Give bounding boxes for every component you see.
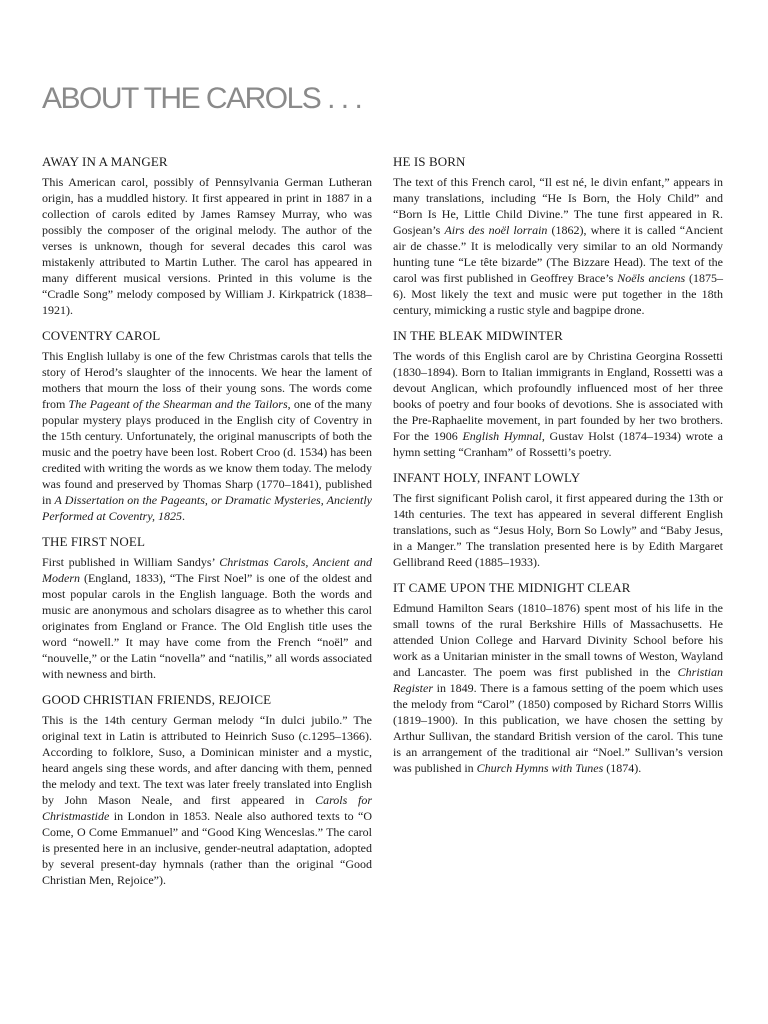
- italic-title: Church Hymns with Tunes: [476, 761, 604, 775]
- section-heading: GOOD CHRISTIAN FRIENDS, REJOICE: [42, 692, 272, 707]
- italic-title: Christmas Carols, Ancient and Modern: [42, 555, 373, 585]
- body-text: The text of this French carol, “Il est né, le divin enfant,” appears in many translations, including “He Is Born, the Holy Child” and “Born Is He, Little Child Divine.” The tune first appeared in R. Gosjean’s: [393, 175, 723, 237]
- right-column: [393, 154, 723, 786]
- section-body: [393, 600, 723, 776]
- body-text: , Gustav Holst (1874–1934) wrote a hymn setting “Cranham” of Rossetti’s poetry.: [393, 429, 723, 459]
- body-text: (1874).: [603, 761, 642, 775]
- italic-title: Christian Register: [393, 665, 723, 695]
- body-text: The words of this English carol are by Christina Georgina Rossetti (1830–1894). Born to Italian immigrants in England, Rossetti was a devout Anglican, which profoundly influenced most of her three books of poetry and four books of devotions. She is associated with the Pre-Raphaelite movement, in part founded by her two brothers. For the 1906: [393, 349, 723, 443]
- section-heading: HE IS BORN: [393, 154, 466, 169]
- italic-title: Carols for Christmastide: [42, 793, 372, 823]
- italic-title: Airs des noël lorrain: [444, 223, 548, 237]
- section-heading: INFANT HOLY, INFANT LOWLY: [393, 470, 581, 485]
- section-body: [42, 174, 372, 318]
- left-column: [42, 154, 372, 898]
- section-body: [42, 554, 372, 682]
- section-in-the-bleak-midwinter: [393, 328, 723, 460]
- italic-title: Noëls anciens: [617, 271, 686, 285]
- page-title: ABOUT THE CAROLS . . .: [42, 82, 362, 115]
- body-text: This is the 14th century German melody “In dulci jubilo.” The original text in Latin is attributed to Heinrich Suso (c.1295–1366). According to folklore, Suso, a Dominican minister and a mystic, heard angels sing these words, and after dancing with them, penned the melody and text. The text was later freely translated into English by John Mason Neale, and first appeared in: [42, 713, 372, 807]
- section-heading: COVENTRY CAROL: [42, 328, 161, 343]
- section-he-is-born: [393, 154, 723, 318]
- body-text: (1862), where it is called “Ancient air de chasse.” It is melodically very similar to an old Normandy hunting tune “Le tête bizarde” (The Bizzare Head). The text of the carol was first published in Geoffrey Brace’s: [393, 223, 724, 285]
- body-text: in London in 1853. Neale also authored texts to “O Come, O Come Emmanuel” and “Good King Wenceslas.” The carol is presented here in an inclusive, gender-neutral adaptation, adopted by several present-day hymnals (rather than the original “Good Christian Men, Rejoice”).: [42, 809, 372, 887]
- section-body: [42, 712, 372, 888]
- section-the-first-noel: [42, 534, 372, 682]
- body-text: in 1849. There is a famous setting of the poem which uses the melody from “Carol” (1850) composed by Richard Storrs Willis (1819–1900). In this publication, we have chosen the setting by Arthur Sullivan, the standard British version of the carol. This tune is an arrangement of the traditional air “Noel.” Sullivan’s version was published in: [393, 681, 723, 775]
- body-text: The first significant Polish carol, it first appeared during the 13th or 14th centuries. The text has appeared in several different English translations, such as “Jesus Holy, Born So Lowly” and “Baby Jesus, in a Manger.” The translation presented here is by Edith Margaret Gellibrand Reed (1885–1933).: [393, 491, 723, 569]
- body-text: Edmund Hamilton Sears (1810–1876) spent most of his life in the small towns of the rural Berkshire Hills of Massachusetts. He attended Union College and Harvard Divinity School before his work as a Unitarian minister in the small towns of Weston, Wayland and Lancaster. The poem was first published in the: [393, 601, 723, 679]
- section-heading: THE FIRST NOEL: [42, 534, 145, 549]
- body-text: First published in William Sandys’: [42, 555, 220, 569]
- section-body: [393, 490, 723, 570]
- section-heading: IT CAME UPON THE MIDNIGHT CLEAR: [393, 580, 631, 595]
- section-body: [393, 348, 723, 460]
- section-heading: AWAY IN A MANGER: [42, 154, 168, 169]
- section-infant-holy-infant-lowly: [393, 470, 723, 570]
- section-away-in-a-manger: [42, 154, 372, 318]
- body-text: (1875–6). Most likely the text and music were put together in the 18th century, mimicking a rustic style and bagpipe drone.: [393, 271, 723, 317]
- section-it-came-upon-the-midnight-clear: [393, 580, 723, 776]
- body-text: This English lullaby is one of the few Christmas carols that tells the story of Herod’s slaughter of the innocents. We hear the lament of mothers that mourn the loss of their young sons. The words come from: [42, 349, 372, 411]
- body-text: , one of the many popular mystery plays produced in the English city of Coventry in the 15th century. Unfortunately, the original manuscripts of both the music and the poetry have been lost. Robert Croo (d. 1534) has been credited with writing the words as we know them today. The melody was found and preserved by Thomas Sharp (1770–1841), published in: [42, 397, 373, 507]
- section-heading: IN THE BLEAK MIDWINTER: [393, 328, 563, 343]
- italic-title: English Hymnal: [462, 429, 542, 443]
- italic-title: A Dissertation on the Pageants, or Dramatic Mysteries, Anciently Performed at Coventry, 1825: [42, 493, 372, 523]
- section-good-christian-friends-rejoice: [42, 692, 372, 888]
- section-body: [393, 174, 723, 318]
- body-text: (England, 1833), “The First Noel” is one of the oldest and most popular carols in the English language. Both the words and music are anonymous and scholars disagree as to whether this carol originates from England or France. The Old English title uses the word “nowell.” It may have come from the French “noël” and “nouvelle,” or the Latin “novella” and “natilis,” all words associated with newness and birth.: [42, 571, 372, 681]
- body-text: .: [181, 509, 185, 523]
- section-coventry-carol: [42, 328, 372, 524]
- section-body: [42, 348, 372, 524]
- body-text: This American carol, possibly of Pennsylvania German Lutheran origin, has a muddled history. It first appeared in print in 1887 in a collection of carols edited by James Ramsey Murray, who was possibly the composer of the original melody. The author of the verses is unknown, though for several decades this carol was mistakenly attributed to Martin Luther. The carol has appeared in many different musical versions. Printed in this volume is the “Cradle Song” melody composed by William J. Kirkpatrick (1838–1921).: [42, 175, 372, 317]
- italic-title: The Pageant of the Shearman and the Tailors: [68, 397, 288, 411]
